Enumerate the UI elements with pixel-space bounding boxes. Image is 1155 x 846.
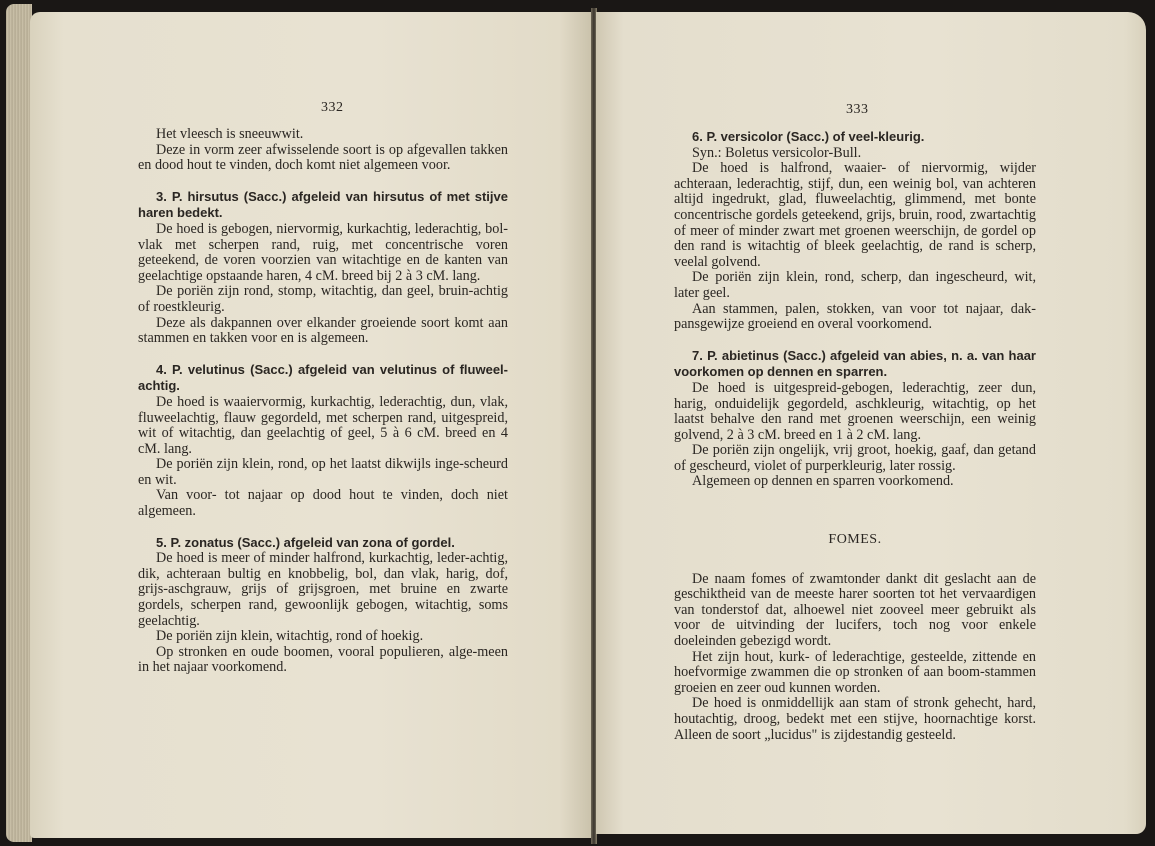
paragraph: De naam fomes of zwamtonder dankt dit geslacht aan de geschiktheid van de meeste harer soorten tot het vervaardigen van tonderstof dat, alhoewel niet zooveel meer gebruikt als voor de uitvinding der lucifers, toch nog voor enkele doeleinden gebezigd wordt. [674,570,1036,650]
species-heading-4-text: 4. P. velutinus (Sacc.) afgeleid van velutinus of fluweel-achtig. [138,361,508,394]
species-heading-6-text: 6. P. versicolor (Sacc.) of veel-kleurig. [692,129,925,144]
right-page [596,12,1146,834]
species-heading-3-text: 3. P. hirsutus (Sacc.) afgeleid van hirsutus of met stijve haren bedekt. [138,188,508,221]
species-heading-5-text: 5. P. zonatus (Sacc.) afgeleid van zona of gordel. [156,534,455,550]
paragraph: De hoed is waaiervormig, kurkachtig, lederachtig, dun, vlak, fluweelachtig, flauw gegordeld, met scherpen rand, uitgespreid, wit of witachtig, dan geelachtig of geel, 5 à 6 cM. breed en 4 cM. lang. [138,393,508,457]
paragraph: Het vleesch is sneeuwwit. [156,126,304,142]
paragraph: Het zijn hout, kurk- of lederachtige, gesteelde, zittende en hoefvormige zwammen die op stronken of aan boom-stammen groeien en zeer oud kunnen worden. [674,648,1036,696]
species-heading-7-text: 7. P. abietinus (Sacc.) afgeleid van abies, n. a. van haar voorkomen op dennen en sparren. [674,347,1036,380]
paragraph: De hoed is onmiddellijk aan stam of stronk gehecht, hard, houtachtig, droog, bedekt met een stijve, hoornachtige korst. Alleen de soort „lucidus" is zijdestandig gesteeld. [674,695,1036,743]
page-number-right: 333 [846,102,869,117]
species-heading-3 [138,189,508,222]
paragraph: De poriën zijn klein, witachtig, rond of hoekig. [156,628,424,645]
section-title-fomes: FOMES. [828,532,882,548]
page-edges [6,4,32,842]
left-page-text [138,127,508,676]
paragraph: De hoed is halfrond, waaier- of niervormig, wijder achteraan, lederachtig, stijf, dun, een weinig bol, van achteren altijd ingedrukt, glad, fluweelachtig, glimmend, met bonte concentrische gordels geteekend, grijs, bruin, rood, zwartachtig of meer of minder zwart met groenen weerschijn, de gordel op den rand is witachtig of bleek geelachtig, de rand is scherp, veelal golvend. [674,160,1036,270]
species-heading-7 [674,348,1036,381]
paragraph: De poriën zijn klein, rond, scherp, dan ingescheurd, wit, later geel. [674,269,1036,301]
paragraph: Deze als dakpannen over elkander groeiende soort komt aan stammen en takken voor en is algemeen. [138,314,508,347]
paragraph: De hoed is meer of minder halfrond, kurkachtig, leder-achtig, dik, achteraan bultig en knobbelig, bol, dan vlak, harig, dof, grijs-aschgrauw, grijs of grijsgroen, met bruine en zwarte gordels, scherpen rand, gewoonlijk gebogen, witachtig, soms geelachtig. [138,550,508,629]
paragraph: De hoed is gebogen, niervormig, kurkachtig, lederachtig, bol-vlak met scherpen rand, ruig, met concentrische voren geteekend, de voren voorzien van witachtige en de kanten van geelachtige opstaande haren, 4 cM. breed bij 2 à 3 cM. lang. [138,220,508,284]
right-page-text [674,129,1036,743]
species-heading-5 [138,535,508,552]
paragraph: De hoed is uitgespreid-gebogen, lederachtig, zeer dun, harig, onduidelijk gegordeld, aschkleurig, witachtig, op het laatst behalve den rand met groenen weerschijn, een weinig golvend, 2 à 3 cM. breed en 1 à 2 cM. lang. [674,379,1036,443]
paragraph: De poriën zijn rond, stomp, witachtig, dan geel, bruin-achtig of roestkleurig. [138,283,508,315]
paragraph: Op stronken en oude boomen, vooral populieren, alge-meen in het najaar voorkomend. [138,643,508,676]
species-heading-6 [674,129,1036,146]
species-heading-4 [138,362,508,395]
paragraph: Algemeen op dennen en sparren voorkomend. [692,473,954,490]
paragraph: Aan stammen, palen, stokken, van voor tot najaar, dak-pansgewijze groeiend en overal voorkomend. [674,300,1036,333]
paragraph: Deze in vorm zeer afwisselende soort is op afgevallen takken en dood hout te vinden, doch komt niet algemeen voor. [138,141,508,174]
paragraph: De poriën zijn ongelijk, vrij groot, hoekig, gaaf, dan getand of gescheurd, violet of purperkleurig, later rossig. [674,442,1036,474]
page-number-left: 332 [321,100,344,115]
paragraph: Syn.: Boletus versicolor-Bull. [692,144,862,161]
paragraph: Van voor- tot najaar op dood hout te vinden, doch niet algemeen. [138,487,508,520]
paragraph: De poriën zijn klein, rond, op het laatst dikwijls inge-scheurd en wit. [138,456,508,488]
left-page [30,12,593,838]
